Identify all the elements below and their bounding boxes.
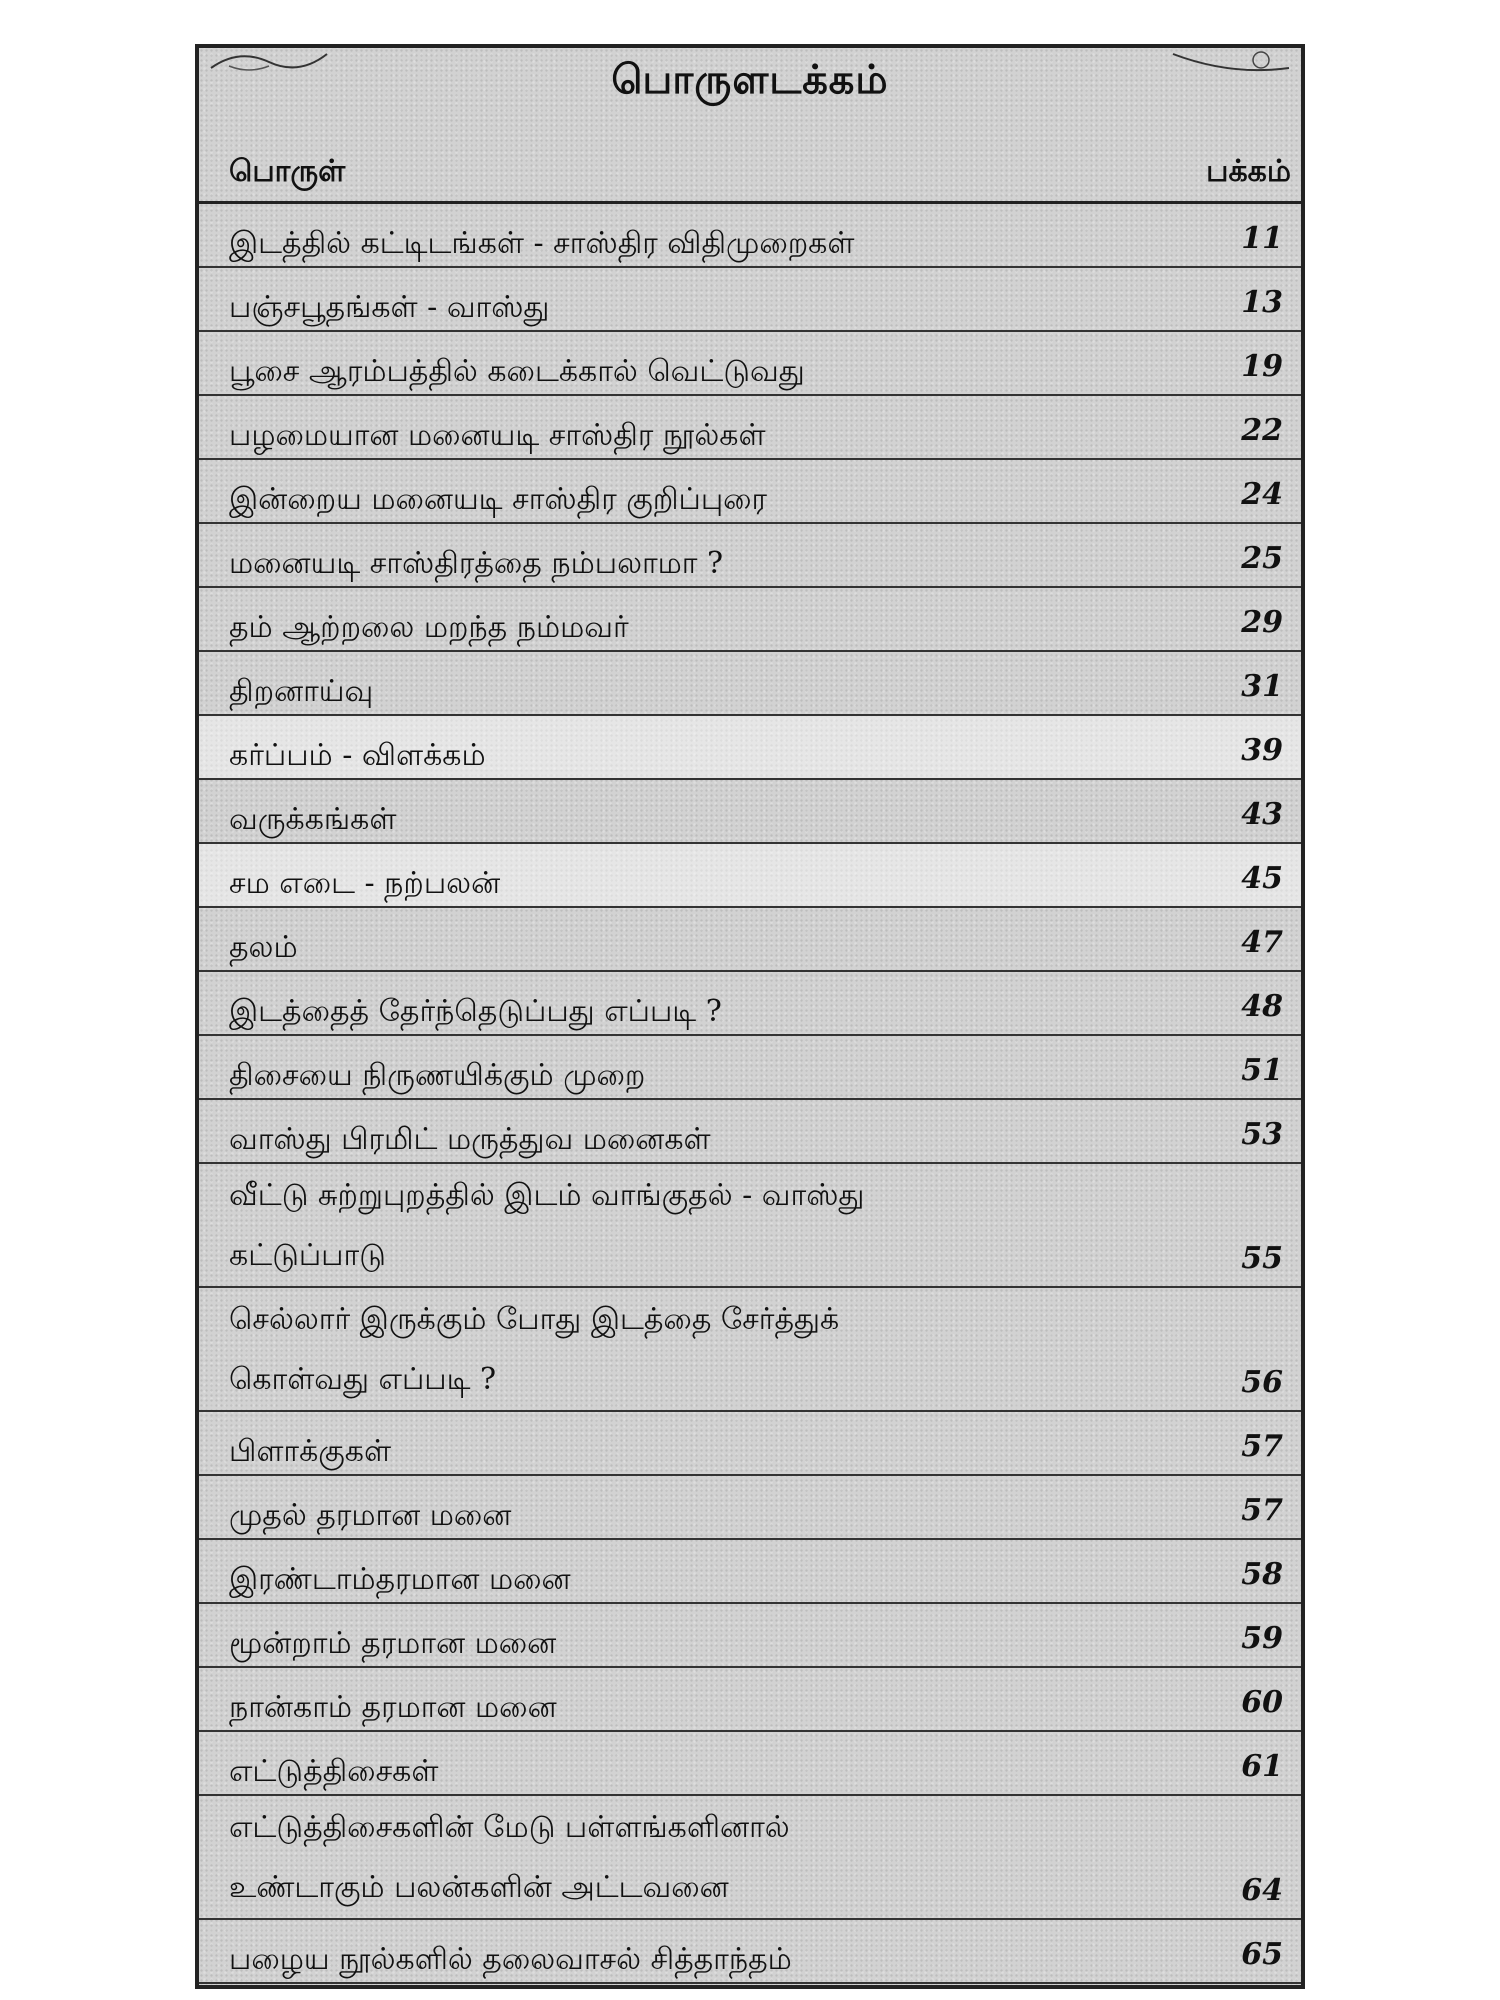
toc-topic: இன்றைய மனையடி சாஸ்திர குறிப்புரை bbox=[229, 482, 768, 517]
toc-topic: வாஸ்து பிரமிட் மருத்துவ மனைகள் bbox=[229, 1122, 711, 1157]
toc-topic: செல்லார் இருக்கும் போது இடத்தை சேர்த்துக் கொள்வது எப்படி ? bbox=[229, 1302, 840, 1397]
toc-page-number: 57 bbox=[1241, 1429, 1283, 1464]
toc-row bbox=[199, 588, 1301, 652]
toc-topic: சம எடை - நற்பலன் bbox=[229, 866, 501, 901]
toc-row bbox=[199, 780, 1301, 844]
table-header bbox=[199, 132, 1301, 204]
toc-row bbox=[199, 908, 1301, 972]
page-column-header: பக்கம் bbox=[1206, 154, 1291, 189]
toc-row bbox=[199, 204, 1301, 268]
toc-page-number: 61 bbox=[1241, 1749, 1283, 1784]
toc-page-number: 48 bbox=[1241, 989, 1283, 1024]
toc-topic: தலம் bbox=[229, 930, 298, 965]
toc-page-number: 29 bbox=[1241, 605, 1283, 640]
toc-page-number: 56 bbox=[1241, 1365, 1283, 1400]
toc-row bbox=[199, 844, 1301, 908]
toc-topic: எட்டுத்திசைகளின் மேடு பள்ளங்களினால் உண்டாகும் பலன்களின் அட்டவனை bbox=[229, 1810, 790, 1905]
toc-page-number: 59 bbox=[1241, 1621, 1283, 1656]
toc-row bbox=[199, 972, 1301, 1036]
toc-topic: பழைய நூல்களில் தலைவாசல் சித்தாந்தம் bbox=[229, 1942, 792, 1977]
toc-page-number: 58 bbox=[1241, 1557, 1283, 1592]
toc-page-number: 47 bbox=[1241, 925, 1283, 960]
toc-topic: மனையடி சாஸ்திரத்தை நம்பலாமா ? bbox=[229, 546, 724, 581]
toc-row bbox=[199, 268, 1301, 332]
toc-row bbox=[199, 1796, 1301, 1920]
toc-row bbox=[199, 652, 1301, 716]
toc-page-number: 51 bbox=[1241, 1053, 1283, 1088]
toc-list bbox=[199, 204, 1301, 1984]
toc-row bbox=[199, 1164, 1301, 1288]
toc-row bbox=[199, 1540, 1301, 1604]
page-title: பொருளடக்கம் bbox=[611, 56, 889, 103]
toc-page-number: 39 bbox=[1241, 733, 1283, 768]
toc-page-number: 64 bbox=[1241, 1873, 1283, 1908]
toc-page-number: 25 bbox=[1241, 541, 1283, 576]
toc-row bbox=[199, 396, 1301, 460]
toc-topic: முதல் தரமான மனை bbox=[229, 1498, 512, 1533]
toc-topic: தம் ஆற்றலை மறந்த நம்மவர் bbox=[229, 610, 629, 645]
toc-page-number: 53 bbox=[1241, 1117, 1283, 1152]
toc-topic: பஞ்சபூதங்கள் - வாஸ்து bbox=[229, 290, 550, 325]
toc-topic: பழமையான மனையடி சாஸ்திர நூல்கள் bbox=[229, 418, 766, 453]
toc-row bbox=[199, 1920, 1301, 1984]
toc-topic: இரண்டாம்தரமான மனை bbox=[229, 1562, 571, 1597]
toc-page-number: 22 bbox=[1241, 413, 1283, 448]
toc-row bbox=[199, 1732, 1301, 1796]
toc-page-number: 13 bbox=[1241, 285, 1283, 320]
toc-topic: வீட்டு சுற்றுபுறத்தில் இடம் வாங்குதல் - வாஸ்து கட்டுப்பாடு bbox=[229, 1178, 865, 1273]
toc-row bbox=[199, 716, 1301, 780]
toc-topic: இடத்தில் கட்டிடங்கள் - சாஸ்திர விதிமுறைகள் bbox=[229, 226, 855, 261]
topic-column-header: பொருள் bbox=[229, 154, 346, 189]
toc-row bbox=[199, 1100, 1301, 1164]
toc-topic: நான்காம் தரமான மனை bbox=[229, 1690, 557, 1725]
toc-page-number: 65 bbox=[1241, 1937, 1283, 1972]
toc-topic: திறனாய்வு bbox=[229, 674, 374, 709]
toc-topic: பிளாக்குகள் bbox=[229, 1434, 392, 1469]
toc-topic: கர்ப்பம் - விளக்கம் bbox=[229, 738, 486, 773]
toc-page-number: 60 bbox=[1241, 1685, 1283, 1720]
toc-page-number: 19 bbox=[1241, 349, 1283, 384]
toc-page-number: 24 bbox=[1241, 477, 1283, 512]
toc-row bbox=[199, 460, 1301, 524]
toc-topic: மூன்றாம் தரமான மனை bbox=[229, 1626, 557, 1661]
toc-page-number: 57 bbox=[1241, 1493, 1283, 1528]
toc-topic: எட்டுத்திசைகள் bbox=[229, 1754, 439, 1789]
toc-page-number: 55 bbox=[1241, 1241, 1283, 1276]
toc-row bbox=[199, 1604, 1301, 1668]
toc-page-number: 11 bbox=[1241, 221, 1283, 256]
toc-topic: இடத்தைத் தேர்ந்தெடுப்பது எப்படி ? bbox=[229, 994, 722, 1029]
toc-topic: திசையை நிருணயிக்கும் முறை bbox=[229, 1058, 646, 1093]
toc-page-number: 43 bbox=[1241, 797, 1283, 832]
toc-row bbox=[199, 1668, 1301, 1732]
toc-page-number: 31 bbox=[1241, 669, 1283, 704]
toc-topic: வருக்கங்கள் bbox=[229, 802, 397, 837]
toc-topic: பூசை ஆரம்பத்தில் கடைக்கால் வெட்டுவது bbox=[229, 354, 805, 389]
toc-page-number: 45 bbox=[1241, 861, 1283, 896]
toc-row bbox=[199, 332, 1301, 396]
contents-page bbox=[195, 44, 1305, 1989]
toc-row bbox=[199, 1476, 1301, 1540]
toc-row bbox=[199, 1288, 1301, 1412]
toc-row bbox=[199, 1036, 1301, 1100]
toc-row bbox=[199, 524, 1301, 588]
toc-row bbox=[199, 1412, 1301, 1476]
